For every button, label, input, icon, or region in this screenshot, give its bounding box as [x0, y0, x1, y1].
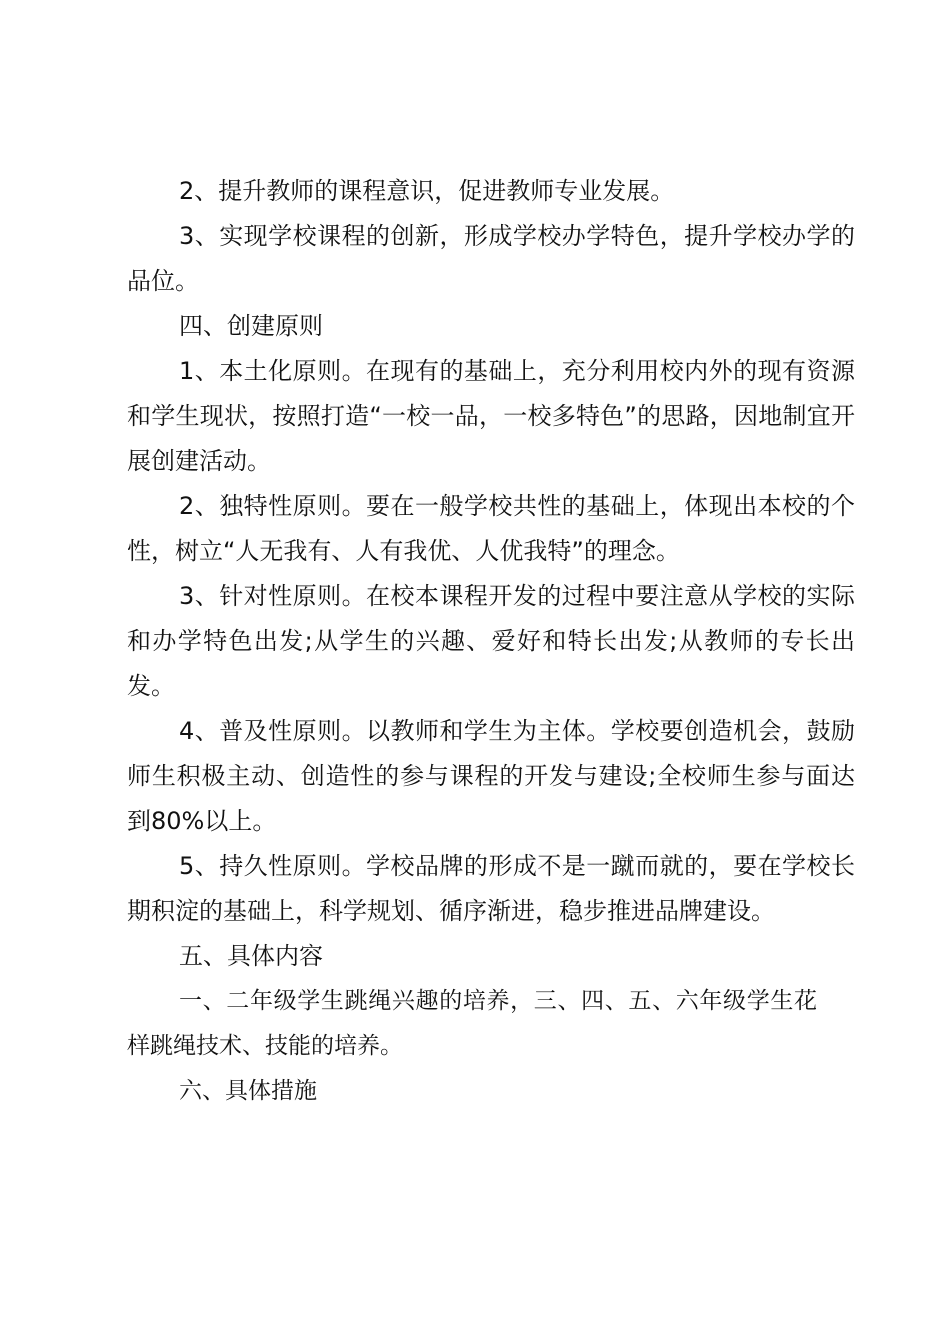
- section-heading-measures: 六、具体措施: [179, 1078, 317, 1104]
- goal-3-paragraph: 3、实现学校课程的创新，形成学校办学特色，提升学校办学的品位。: [127, 222, 855, 295]
- goal-2-paragraph: 2、提升教师的课程意识，促进教师专业发展。: [179, 177, 675, 205]
- content-paragraph: 一、二年级学生跳绳兴趣的培养，三、四、五、六年级学生花样跳绳技术、技能的培养。: [127, 988, 817, 1059]
- section-heading-content: 五、具体内容: [179, 942, 323, 970]
- document-body: [127, 169, 855, 1114]
- section-heading-principles: 四、创建原则: [179, 312, 323, 340]
- principle-1-paragraph: 1、本土化原则。在现有的基础上，充分利用校内外的现有资源和学生现状，按照打造“一校一品，一校多特色”的思路，因地制宜开展创建活动。: [127, 357, 855, 475]
- principle-3-paragraph: 3、针对性原则。在校本课程开发的过程中要注意从学校的实际和办学特色出发;从学生的兴趣、爱好和特长出发;从教师的专长出发。: [127, 582, 855, 700]
- principle-2-paragraph: 2、独特性原则。要在一般学校共性的基础上，体现出本校的个性，树立“人无我有、人有我优、人优我特”的理念。: [127, 492, 855, 565]
- principle-5-paragraph: 5、持久性原则。学校品牌的形成不是一蹴而就的，要在学校长期积淀的基础上，科学规划、循序渐进，稳步推进品牌建设。: [127, 852, 855, 925]
- principle-4-paragraph: 4、普及性原则。以教师和学生为主体。学校要创造机会，鼓励师生积极主动、创造性的参与课程的开发与建设;全校师生参与面达到80%以上。: [127, 717, 855, 835]
